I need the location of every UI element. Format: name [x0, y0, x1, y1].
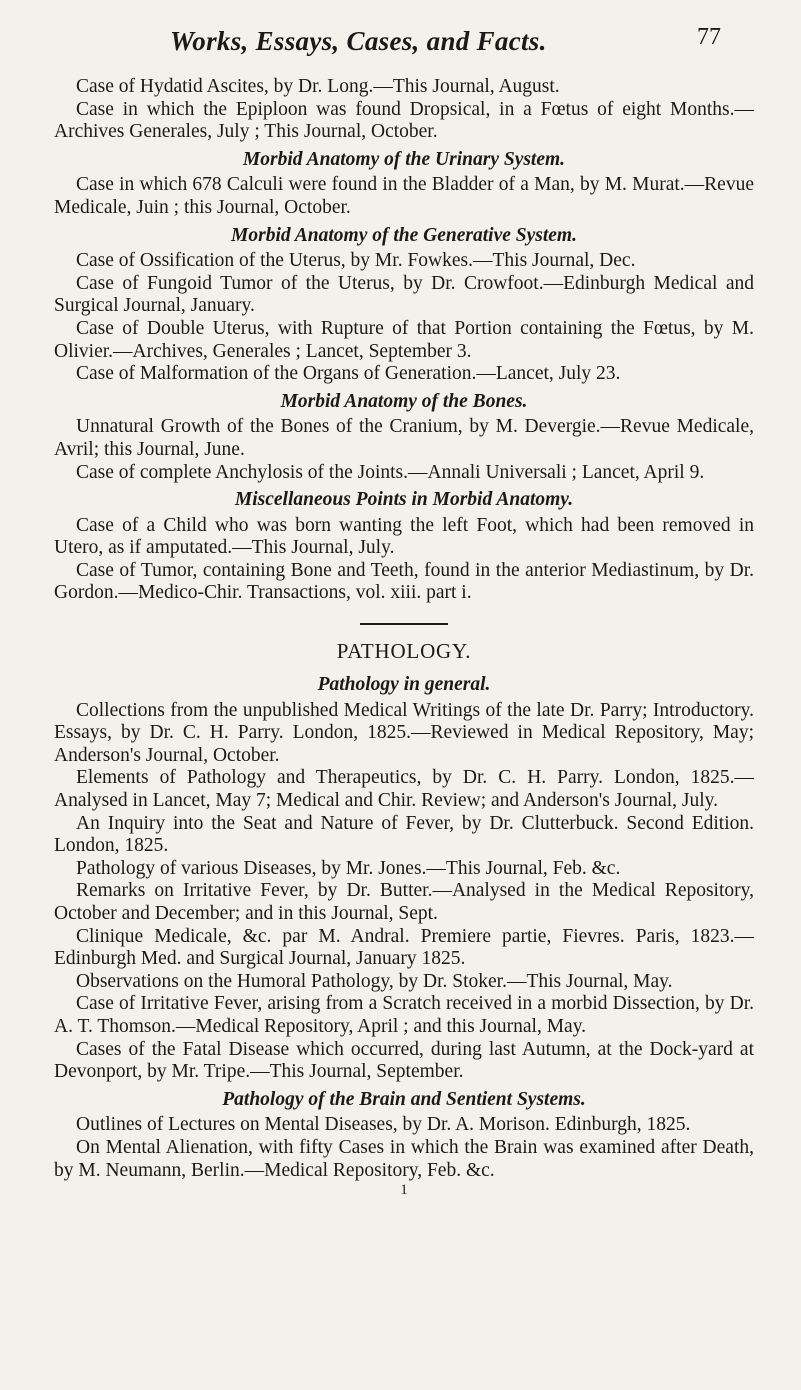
- section-heading: Morbid Anatomy of the Urinary System.: [242, 148, 566, 170]
- citation-entry: Pathology of various Diseases, by Mr. Jones.—This Journal, Feb. &c.: [76, 857, 621, 879]
- citation-entry: Outlines of Lectures on Mental Diseases, by Dr. A. Morison. Edinburgh, 1825.: [76, 1114, 691, 1136]
- citation-entry: Case of complete Anchylosis of the Joints.—Annali Universali ; Lancet, April 9.: [76, 461, 705, 483]
- citation-entry: Case of Irritative Fever, arising from a Scratch received in a morbid Dissection, by Dr. A. T. Thomson.—Medical Repository, April ; and this Journal, May.: [54, 993, 754, 1037]
- citation-entry: Cases of the Fatal Disease which occurred, during last Autumn, at the Dock-yard at Devonport, by Mr. Tripe.—This Journal, September.: [54, 1038, 754, 1083]
- section-bones: [54, 391, 754, 484]
- section-heading: Morbid Anatomy of the Bones.: [280, 390, 528, 412]
- section-heading: Morbid Anatomy of the Generative System.: [231, 224, 577, 246]
- page-header: [0, 18, 801, 58]
- section-heading: Pathology in general.: [317, 674, 491, 696]
- section-divider-rule: [360, 623, 448, 625]
- citation-entry: Case of Ossification of the Uterus, by Mr. Fowkes.—This Journal, Dec.: [76, 250, 636, 272]
- citation-entry: Case in which the Epiploon was found Dropsical, in a Fœtus of eight Months.—Archives Generales, July ; This Journal, October.: [54, 98, 754, 143]
- section-miscellaneous: [54, 489, 754, 605]
- section-pathology-brain: [54, 1089, 754, 1182]
- citation-entry: Unnatural Growth of the Bones of the Cranium, by M. Devergie.—Revue Medicale, Avril; this Journal, June.: [54, 416, 754, 460]
- citation-entry: Case of Fungoid Tumor of the Uterus, by Dr. Crowfoot.—Edinburgh Medical and Surgical Journal, January.: [54, 272, 754, 317]
- citation-entry: Case of Tumor, containing Bone and Teeth, found in the anterior Mediastinum, by Dr. Gordon.—Medico-Chir. Transactions, vol. xiii. part i.: [54, 559, 754, 604]
- section-generative: [54, 225, 754, 386]
- page-body: [54, 76, 754, 1198]
- citation-entry: On Mental Alienation, with fifty Cases in which the Brain was examined after Death, by M. Neumann, Berlin.—Medical Repository, Feb. &c.: [54, 1136, 754, 1181]
- citation-entry: Observations on the Humoral Pathology, by Dr. Stoker.—This Journal, May.: [76, 970, 673, 992]
- section-continuation: [54, 76, 754, 144]
- citation-entry: Elements of Pathology and Therapeutics, by Dr. C. H. Parry. London, 1825.—Analysed in Lancet, May 7; Medical and Chir. Review; and Anderson's Journal, July.: [54, 767, 754, 812]
- citation-entry: Collections from the unpublished Medical Writings of the late Dr. Parry; Introductory. Essays, by Dr. C. H. Parry. London, 1825.—Reviewed in Medical Repository, May; Anderson's Journal, October.: [54, 699, 754, 766]
- citation-entry: An Inquiry into the Seat and Nature of Fever, by Dr. Clutterbuck. Second Edition. London, 1825.: [54, 812, 754, 857]
- chapter-title: PATHOLOGY.: [336, 639, 472, 664]
- citation-entry: Clinique Medicale, &c. par M. Andral. Premiere partie, Fievres. Paris, 1823.—Edinburgh Med. and Surgical Journal, January 1825.: [54, 925, 754, 970]
- citation-entry: Case of a Child who was born wanting the left Foot, which had been removed in Utero, as if amputated.—This Journal, July.: [54, 514, 754, 559]
- citation-entry: Remarks on Irritative Fever, by Dr. Butter.—Analysed in the Medical Repository, October and December; and in this Journal, Sept.: [54, 880, 754, 924]
- section-pathology-general: [54, 674, 754, 1084]
- section-heading: Miscellaneous Points in Morbid Anatomy.: [234, 489, 574, 511]
- citation-entry: Case in which 678 Calculi were found in the Bladder of a Man, by M. Murat.—Revue Medicale, Juin ; this Journal, October.: [54, 174, 754, 218]
- section-heading: Pathology of the Brain and Sentient Systems.: [222, 1088, 586, 1110]
- citation-entry: Case of Hydatid Ascites, by Dr. Long.—This Journal, August.: [76, 76, 560, 97]
- citation-entry: Case of Double Uterus, with Rupture of that Portion containing the Fœtus, by M. Olivier.—Archives, Generales ; Lancet, September 3.: [54, 317, 754, 362]
- citation-entry: Case of Malformation of the Organs of Generation.—Lancet, July 23.: [76, 363, 621, 385]
- section-urinary: [54, 149, 754, 220]
- page-number: 77: [697, 24, 721, 50]
- running-title: Works, Essays, Cases, and Facts.: [170, 26, 547, 56]
- signature-mark: 1: [400, 1182, 408, 1199]
